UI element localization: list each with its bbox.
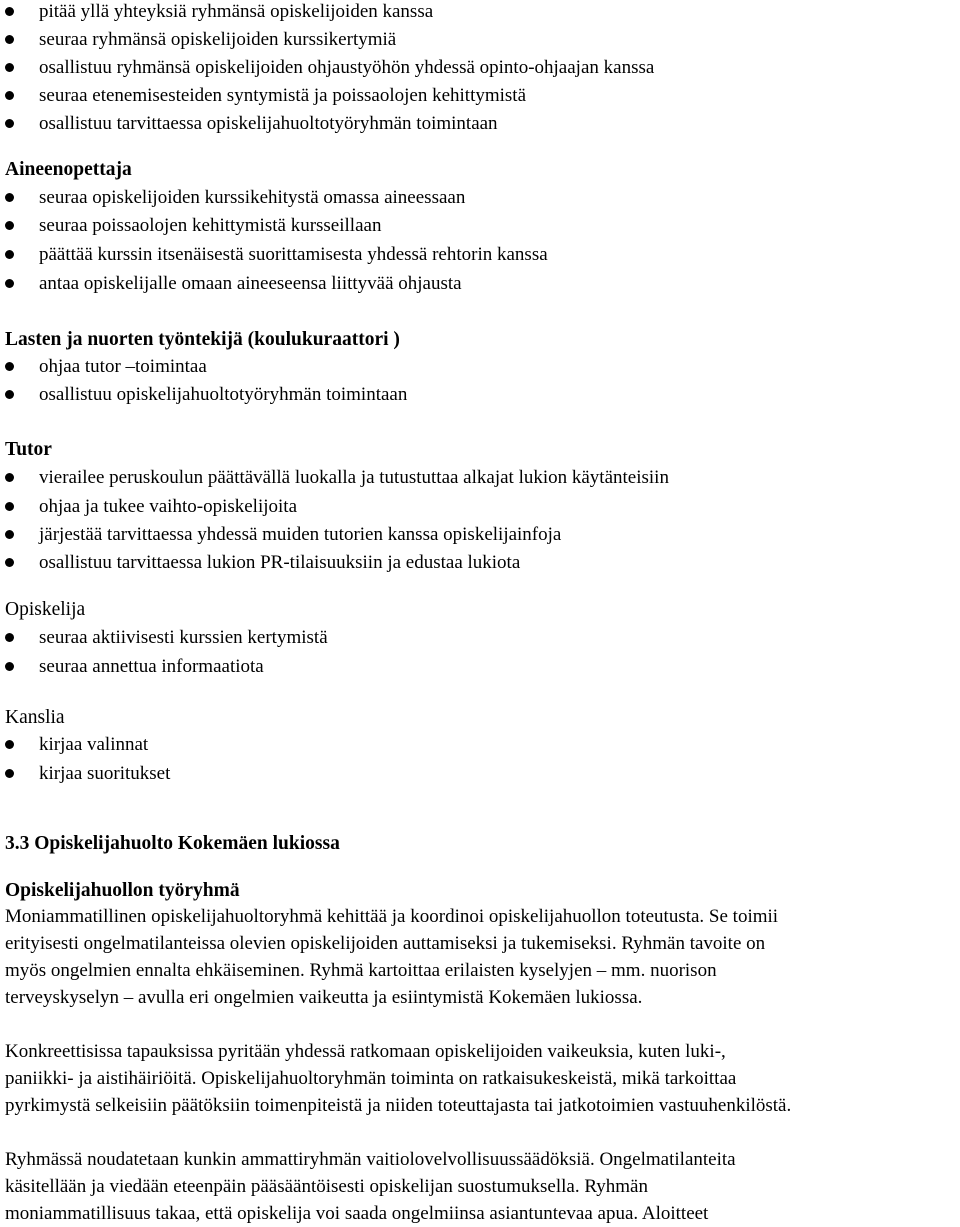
paragraph-line: terveyskyselyn – avulla eri ongelmien vaikeutta ja esiintymistä Kokemäen lukiossa.: [5, 987, 643, 1008]
heading-tutor: Tutor: [5, 439, 52, 460]
heading-aineenopettaja: Aineenopettaja: [5, 159, 132, 180]
paragraph-line: Ryhmässä noudatetaan kunkin ammattiryhmän vaitiolovelvollisuussäädöksiä. Ongelmatilanteita: [5, 1149, 736, 1170]
bullet-icon: [5, 7, 14, 16]
bullet-icon: [5, 502, 14, 511]
bullet-icon: [5, 390, 14, 399]
paragraph-line: myös ongelmien ennalta ehkäiseminen. Ryhmä kartoittaa erilaisten kyselyjen – mm. nuorison: [5, 960, 717, 981]
paragraph-line: moniammatillisuus takaa, että opiskelija voi saada ongelmiinsa asiantuntevaa apua. Aloitteet: [5, 1203, 709, 1224]
section-subheading: Opiskelijahuollon työryhmä: [5, 880, 240, 901]
bullet-icon: [5, 662, 14, 671]
bullet-icon: [5, 63, 14, 72]
section-title: 3.3 Opiskelijahuolto Kokemäen lukiossa: [5, 833, 340, 854]
paragraph-line: käsitellään ja viedään eteenpäin pääsääntöisesti opiskelijan suostumuksella. Ryhmän: [5, 1176, 648, 1197]
bullet-icon: [5, 473, 14, 482]
bullet-icon: [5, 250, 14, 259]
bullet-icon: [5, 558, 14, 567]
bullet-icon: [5, 740, 14, 749]
bullet-icon: [5, 119, 14, 128]
paragraph-line: Konkreettisissa tapauksissa pyritään yhdessä ratkomaan opiskelijoiden vaikeuksia, kuten luki-,: [5, 1041, 726, 1062]
paragraph-line: paniikki- ja aistihäiriöitä. Opiskelijahuoltoryhmän toiminta on ratkaisukeskeistä, mikä tarkoittaa: [5, 1068, 737, 1089]
bullet-icon: [5, 221, 14, 230]
heading-kanslia: Kanslia: [5, 707, 65, 728]
paragraph-line: Moniammatillinen opiskelijahuoltoryhmä kehittää ja koordinoi opiskelijahuollon toteutusta. Se toimii: [5, 906, 779, 927]
bullet-icon: [5, 193, 14, 202]
heading-opiskelija: Opiskelija: [5, 599, 86, 620]
bullet-icon: [5, 35, 14, 44]
bullet-icon: [5, 769, 14, 778]
bullet-icon: [5, 633, 14, 642]
paragraph-line: erityisesti ongelmatilanteissa olevien opiskelijoiden auttamiseksi ja tukemiseksi. Ryhmän tavoite on: [5, 933, 766, 954]
heading-koulukuraattori: Lasten ja nuorten työntekijä (koulukuraattori ): [5, 329, 400, 350]
bullet-icon: [5, 362, 14, 371]
bullet-icon: [5, 530, 14, 539]
bullet-icon: [5, 279, 14, 288]
paragraph-line: pyrkimystä selkeisiin päätöksiin toimenpiteistä ja niiden toteuttajasta tai jatkotoimien vastuuhenkilöstä.: [5, 1095, 792, 1116]
bullet-icon: [5, 91, 14, 100]
